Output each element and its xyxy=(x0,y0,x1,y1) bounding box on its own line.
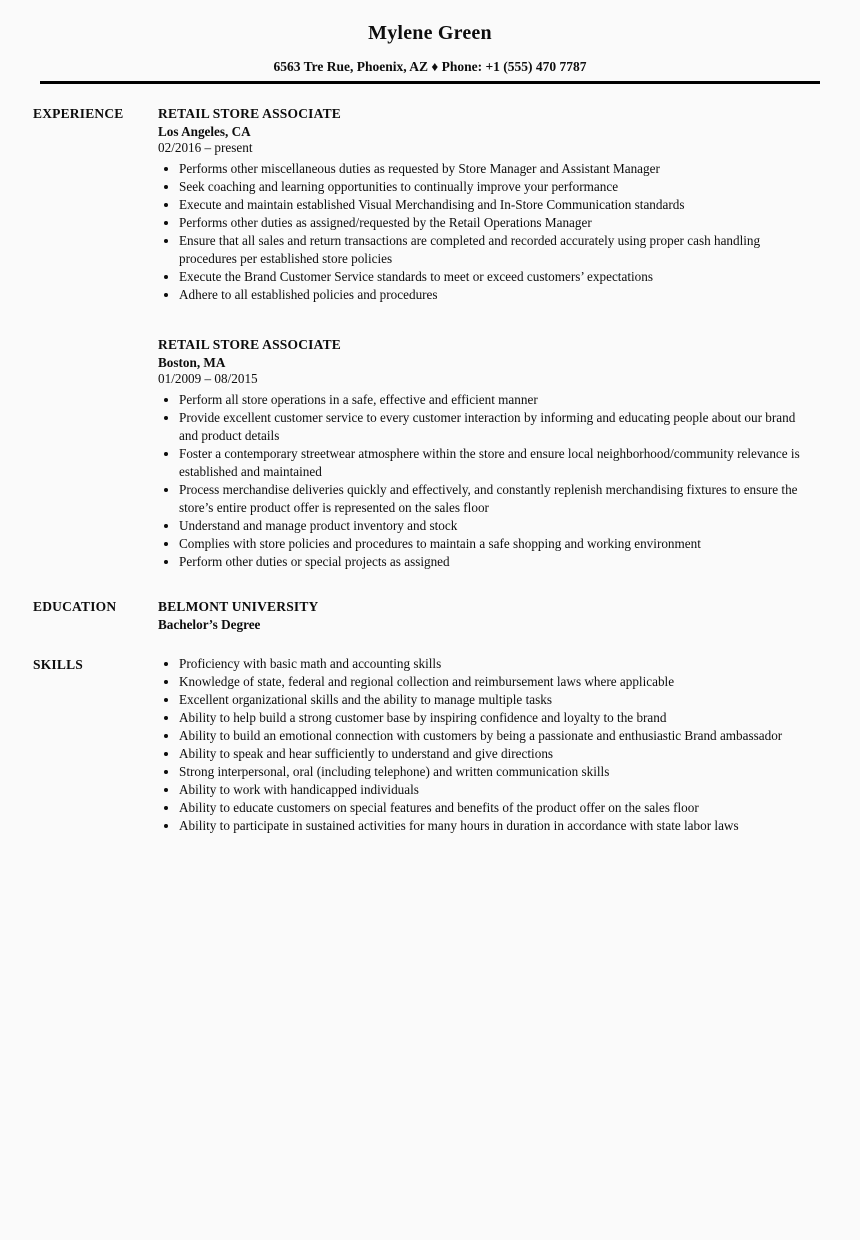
bullet-item: • Ability to build an emotional connection with customers by being a passionate and enthusiastic Brand ambassador xyxy=(179,727,815,745)
bullet-item: • Performs other miscellaneous duties as requested by Store Manager and Assistant Manager xyxy=(179,160,815,178)
bullet-item: • Ability to work with handicapped individuals xyxy=(179,781,815,799)
bullet-item: • Perform other duties or special projects as assigned xyxy=(179,553,815,571)
bullet-item: • Seek coaching and learning opportunities to continually improve your performance xyxy=(179,178,815,196)
job-entry-1 xyxy=(158,104,815,304)
bullet-item: • Ability to participate in sustained activities for many hours in duration in accordance with state labor laws xyxy=(179,817,815,835)
job-entry-2 xyxy=(158,335,815,571)
degree-name: Bachelor’s Degree xyxy=(158,616,261,632)
bullet-item: • Excellent organizational skills and the ability to manage multiple tasks xyxy=(179,691,815,709)
bullet-item: • Ability to help build a strong customer base by inspiring confidence and loyalty to the brand xyxy=(179,709,815,727)
school-name: BELMONT UNIVERSITY xyxy=(158,598,319,614)
bullet-item: • Strong interpersonal, oral (including telephone) and written communication skills xyxy=(179,763,815,781)
contact-line: 6563 Tre Rue, Phoenix, AZ ♦ Phone: +1 (555) 470 7787 xyxy=(273,59,587,74)
job-dates: 01/2009 – 08/2015 xyxy=(158,370,258,386)
header-divider xyxy=(40,81,820,84)
bullet-item: • Complies with store policies and procedures to maintain a safe shopping and working environment xyxy=(179,535,815,553)
bullet-item: • Ability to speak and hear sufficiently to understand and give directions xyxy=(179,745,815,763)
bullet-item: • Process merchandise deliveries quickly and effectively, and constantly replenish merchandising fixtures to ensure the store’s entire product offer is represented on the sales floor xyxy=(179,481,815,517)
job-title: RETAIL STORE ASSOCIATE xyxy=(158,336,341,352)
skills-section-content xyxy=(158,655,815,835)
bullet-item: • Performs other duties as assigned/requested by the Retail Operations Manager xyxy=(179,214,815,232)
bullet-item: • Execute and maintain established Visual Merchandising and In-Store Communication standards xyxy=(179,196,815,214)
bullet-item: • Proficiency with basic math and accounting skills xyxy=(179,655,815,673)
job-bullet-list xyxy=(158,391,815,571)
bullet-item: • Adhere to all established policies and procedures xyxy=(179,286,815,304)
experience-section xyxy=(0,104,860,571)
experience-section-content xyxy=(158,104,815,571)
job-title: RETAIL STORE ASSOCIATE xyxy=(158,105,341,121)
bullet-item: • Provide excellent customer service to every customer interaction by informing and educating people about our brand and product details xyxy=(179,409,815,445)
skills-bullet-list xyxy=(158,655,815,835)
experience-section-label: EXPERIENCE xyxy=(33,105,124,121)
bullet-item: • Understand and manage product inventory and stock xyxy=(179,517,815,535)
bullet-item: • Ability to educate customers on special features and benefits of the product offer on the sales floor xyxy=(179,799,815,817)
job-bullet-list xyxy=(158,160,815,304)
bullet-item: • Execute the Brand Customer Service standards to meet or exceed customers’ expectations xyxy=(179,268,815,286)
education-section-content xyxy=(158,597,815,634)
job-location: Boston, MA xyxy=(158,354,226,370)
bullet-item: • Knowledge of state, federal and regional collection and reimbursement laws where applicable xyxy=(179,673,815,691)
job-location: Los Angeles, CA xyxy=(158,123,251,139)
resume-header xyxy=(0,0,860,84)
bullet-item: • Foster a contemporary streetwear atmosphere within the store and ensure local neighborhood/community relevance is established and maintained xyxy=(179,445,815,481)
education-section-label: EDUCATION xyxy=(33,598,117,614)
job-dates: 02/2016 – present xyxy=(158,139,253,155)
education-section xyxy=(0,597,860,634)
skills-section-label: SKILLS xyxy=(33,656,83,672)
skills-section xyxy=(0,655,860,835)
bullet-item: • Perform all store operations in a safe, effective and efficient manner xyxy=(179,391,815,409)
bullet-item: • Ensure that all sales and return transactions are completed and recorded accurately using proper cash handling procedures per established store policies xyxy=(179,232,815,268)
candidate-name: Mylene Green xyxy=(368,22,492,44)
